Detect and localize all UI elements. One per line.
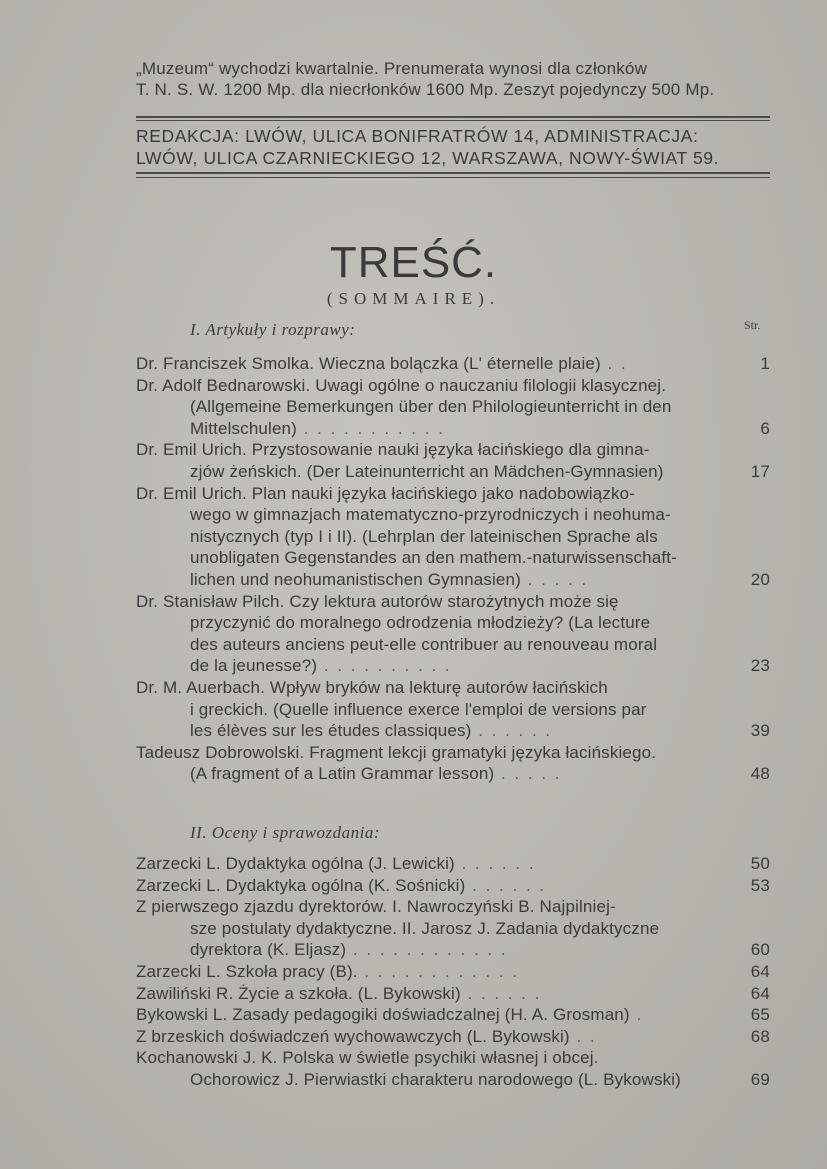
- toc-entry-text: unobligaten Gegenstandes an den mathem.-naturwissenschaft-: [190, 548, 677, 568]
- toc-entry-text: Ochorowicz J. Pierwiastki charakteru narodowego (L. Bykowski): [190, 1069, 681, 1089]
- toc-entry-line: [136, 569, 770, 591]
- editorial-address: [136, 125, 776, 169]
- toc-entry-text: zjów żeńskich. (Der Lateinunterricht an Mädchen-Gymnasien): [190, 461, 664, 481]
- toc-entry-text: dyrektora (K. Eljasz): [190, 940, 347, 960]
- toc-entry: [136, 1004, 770, 1026]
- toc-entry-text: Dr. Adolf Bednarowski. Uwagi ogólne o nauczaniu filologii klasycznej.: [136, 375, 667, 395]
- toc-leader-dots: . . . . . .: [460, 983, 542, 1003]
- toc-section-articles: [136, 353, 770, 785]
- toc-entry-line: [136, 961, 770, 983]
- toc-entry-text: Z pierwszego zjazdu dyrektorów. I. Nawroczyński B. Najpilniej-: [136, 897, 616, 917]
- toc-entry: [136, 483, 770, 591]
- toc-entry-text: wego w gimnazjach matematyczno-przyrodniczych i neohuma-: [190, 505, 671, 525]
- toc-entry-text: Dr. Stanisław Pilch. Czy lektura autorów starożytnych może się: [136, 591, 619, 611]
- divider-bottom: [136, 172, 770, 174]
- toc-page-number: 20: [750, 569, 770, 589]
- toc-leader-dots: . . . . . .: [454, 854, 536, 873]
- toc-entry-text: przyczynić do moralnego odrodzenia młodzieży? (La lecture: [190, 613, 651, 633]
- toc-entry-line: [136, 461, 770, 483]
- toc-entry-text: Zawiliński R. Życie a szkoła. (L. Bykowski): [136, 983, 461, 1003]
- toc-leader-dots: . . . . . . . . . . . .: [357, 961, 519, 981]
- toc-entry-line: [136, 939, 770, 961]
- toc-entry: [136, 591, 770, 677]
- toc-entry-text: Dr. M. Auerbach. Wpływ bryków na lekturę autorów łacińskich: [136, 677, 608, 697]
- toc-entry-line: [136, 547, 770, 569]
- toc-entry-text: Z brzeskich doświadczeń wychowawczych (L. Bykowski): [136, 1026, 570, 1046]
- toc-entry-line: [136, 396, 770, 418]
- toc-entry-line: [136, 1026, 770, 1048]
- toc-entry-line: [136, 483, 770, 505]
- toc-entry-line: [136, 655, 770, 677]
- toc-entry-text: des auteurs anciens peut-elle contribuer au renouveau moral: [190, 634, 658, 654]
- toc-entry: [136, 853, 770, 875]
- toc-entry-line: [136, 763, 770, 785]
- editorial-address-line-1: REDAKCJA: LWÓW, ULICA BONIFRATRÓW 14, ADMINISTRACJA:: [136, 126, 699, 146]
- toc-entry-text: Zarzecki L. Dydaktyka ogólna (J. Lewicki): [136, 854, 455, 873]
- toc-page-number: 39: [750, 721, 770, 741]
- toc-page-number: 6: [760, 418, 770, 438]
- toc-entry-text: Dr. Emil Urich. Przystosowanie nauki języka łacińskiego dla gimna-: [136, 440, 650, 460]
- toc-page-number: 64: [750, 961, 770, 981]
- subscription-info: [136, 58, 776, 100]
- toc-entry-line: [136, 699, 770, 721]
- toc-entry: [136, 375, 770, 440]
- toc-entry-line: [136, 612, 770, 634]
- toc-leader-dots: . .: [600, 354, 628, 373]
- toc-entry-line: [136, 853, 770, 875]
- toc-leader-dots: . . . . . . . . . . .: [296, 418, 445, 438]
- toc-leader-dots: . . . . .: [494, 764, 562, 784]
- toc-leader-dots: . . . . . .: [471, 721, 553, 741]
- toc-entry-line: [136, 375, 770, 397]
- toc-entry-line: [136, 439, 770, 461]
- toc-section-reviews: [136, 853, 770, 1091]
- divider-top: [136, 116, 770, 118]
- divider-top-thin: [136, 120, 770, 121]
- toc-entry: [136, 983, 770, 1005]
- toc-entry-line: [136, 983, 770, 1005]
- toc-entry: [136, 677, 770, 742]
- subscription-line-2: T. N. S. W. 1200 Mp. dla niecrłonków 1600 Mp. Zeszyt pojedynczy 500 Mp.: [136, 80, 715, 99]
- toc-entry-line: [136, 591, 770, 613]
- toc-leader-dots: . . . . . .: [465, 875, 547, 895]
- toc-page-number: 60: [750, 940, 770, 960]
- toc-entry-line: [136, 353, 770, 375]
- toc-entry-text: Zarzecki L. Dydaktyka ogólna (K. Sośnicki): [136, 875, 466, 895]
- toc-page-number: 65: [750, 1005, 770, 1025]
- page-subtitle: (SOMMAIRE).: [326, 289, 501, 308]
- editorial-address-line-2: LWÓW, ULICA CZARNIECKIEGO 12, WARSZAWA, NOWY-ŚWIAT 59.: [136, 148, 720, 168]
- toc-entry-text: Zarzecki L. Szkoła pracy (B).: [136, 961, 358, 981]
- toc-entry-line: [136, 742, 770, 764]
- toc-entry-text: sze postulaty dydaktyczne. II. Jarosz J. Zadania dydaktyczne: [190, 918, 660, 938]
- toc-leader-dots: . . . . . . . . . . . .: [346, 940, 508, 960]
- toc-page-number: 48: [750, 764, 770, 784]
- toc-entry-line: [136, 1069, 770, 1091]
- toc-entry-text: Kochanowski J. K. Polska w świetle psychiki własnej i obcej.: [136, 1048, 599, 1068]
- divider-bottom-thin: [136, 177, 770, 178]
- toc-entry-text: lichen und neohumanistischen Gymnasien): [190, 569, 521, 589]
- toc-entry-line: [136, 875, 770, 897]
- subscription-line-1: „Muzeum“ wychodzi kwartalnie. Prenumerata wynosi dla członków: [136, 59, 648, 78]
- toc-entry-line: [136, 896, 770, 918]
- toc-page-number: 50: [750, 854, 770, 873]
- toc-entry-line: [136, 720, 770, 742]
- toc-entry: [136, 439, 770, 482]
- toc-entry-line: [136, 1047, 770, 1069]
- toc-entry-line: [136, 1004, 770, 1026]
- toc-entry-text: de la jeunesse?): [190, 656, 318, 676]
- toc-page-number: 1: [760, 354, 770, 373]
- toc-entry-line: [136, 677, 770, 699]
- toc-page-number: 64: [750, 983, 770, 1003]
- toc-entry-text: i greckich. (Quelle influence exerce l'emploi de versions par: [190, 699, 647, 719]
- toc-entry-line: [136, 418, 770, 440]
- page-title: TREŚĆ.: [329, 238, 498, 287]
- toc-entry-text: (Allgemeine Bemerkungen über den Philologieunterricht in den: [190, 397, 672, 417]
- toc-entry-text: Bykowski L. Zasady pedagogiki doświadczalnej (H. A. Grosman): [136, 1005, 630, 1025]
- toc-page-number: 53: [750, 875, 770, 895]
- toc-leader-dots: . . . . . . . . . .: [317, 656, 452, 676]
- toc-entry-text: les élèves sur les études classiques): [190, 721, 472, 741]
- toc-entry: [136, 1047, 770, 1090]
- toc-page-number: 68: [750, 1026, 770, 1046]
- toc-entry: [136, 1026, 770, 1048]
- toc-leader-dots: . .: [569, 1026, 597, 1046]
- toc-entry-text: Mittelschulen): [190, 418, 297, 438]
- toc-entry-line: [136, 918, 770, 940]
- toc-entry: [136, 875, 770, 897]
- toc-page-number: 69: [750, 1069, 770, 1089]
- toc-entry: [136, 961, 770, 983]
- toc-entry-line: [136, 634, 770, 656]
- toc-page-number: 23: [750, 656, 770, 676]
- toc-entry-text: Dr. Franciszek Smolka. Wieczna bolączka (L' éternelle plaie): [136, 354, 601, 373]
- section-heading-articles: I. Artykuły i rozprawy:: [190, 320, 356, 339]
- toc-entry-line: [136, 504, 770, 526]
- toc-entry-text: Dr. Emil Urich. Plan nauki języka łacińskiego jako nadobowiązko-: [136, 483, 636, 503]
- page-column-label: Str.: [744, 318, 761, 332]
- toc-page-number: 17: [750, 461, 770, 481]
- toc-entry: [136, 896, 770, 961]
- toc-leader-dots: .: [629, 1005, 644, 1025]
- section-heading-reviews: II. Oceny i sprawozdania:: [190, 823, 381, 842]
- toc-entry-line: [136, 526, 770, 548]
- toc-entry: [136, 742, 770, 785]
- toc-entry: [136, 353, 770, 375]
- toc-entry-text: Tadeusz Dobrowolski. Fragment lekcji gramatyki języka łacińskiego.: [136, 742, 657, 762]
- toc-entry-text: nistycznych (typ I i II). (Lehrplan der lateinischen Sprache als: [190, 526, 658, 546]
- toc-entry-text: (A fragment of a Latin Grammar lesson): [190, 764, 495, 784]
- toc-leader-dots: . . . . .: [520, 569, 589, 589]
